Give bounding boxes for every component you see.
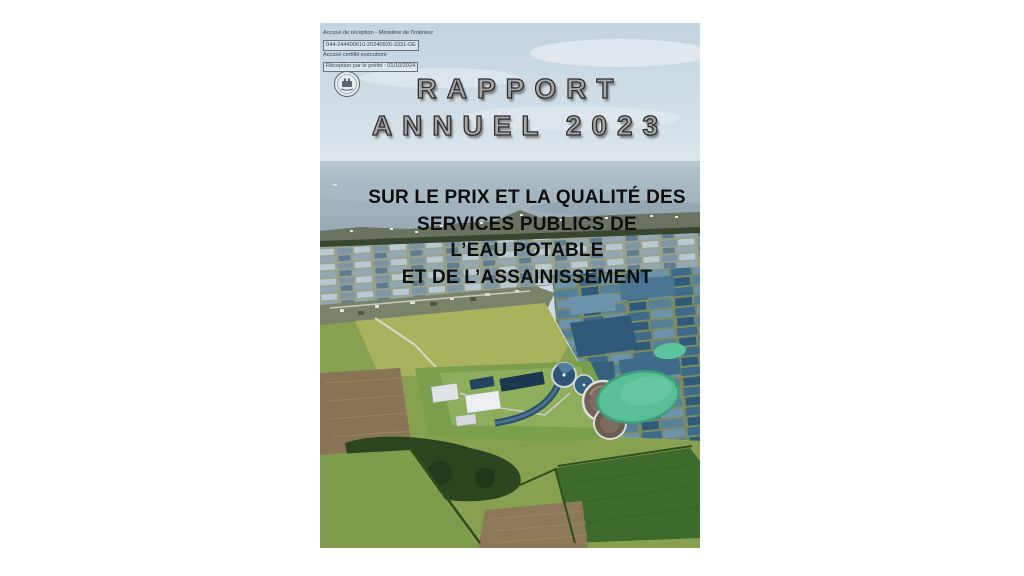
report-title-line1: RAPPORT	[416, 73, 624, 104]
stamp-ministry-line: Accusé de réception - Ministère de l'intérieur	[323, 30, 434, 36]
stamp-certified-line: Accusé certifié exécutoire	[323, 51, 387, 58]
subtitle-line-3: L’EAU POTABLE	[450, 240, 604, 261]
subtitle-line-1: SUR LE PRIX ET LA QUALITÉ DES	[368, 187, 686, 208]
report-cover-page	[320, 23, 700, 548]
reception-stamp	[323, 30, 433, 73]
subtitle-line-4: ET DE L’ASSAINISSEMENT	[401, 266, 653, 288]
subtitle-block	[320, 185, 700, 291]
report-title-line2: ANNUEL 2023	[371, 110, 669, 141]
stamp-reception-date: Réception par le préfet : 01/10/2024	[323, 62, 418, 73]
title-block	[320, 70, 700, 144]
stamp-reference-number: 044-244400610-20240926-3331-DE	[323, 40, 419, 51]
subtitle-line-2: SERVICES PUBLICS DE	[417, 213, 637, 235]
